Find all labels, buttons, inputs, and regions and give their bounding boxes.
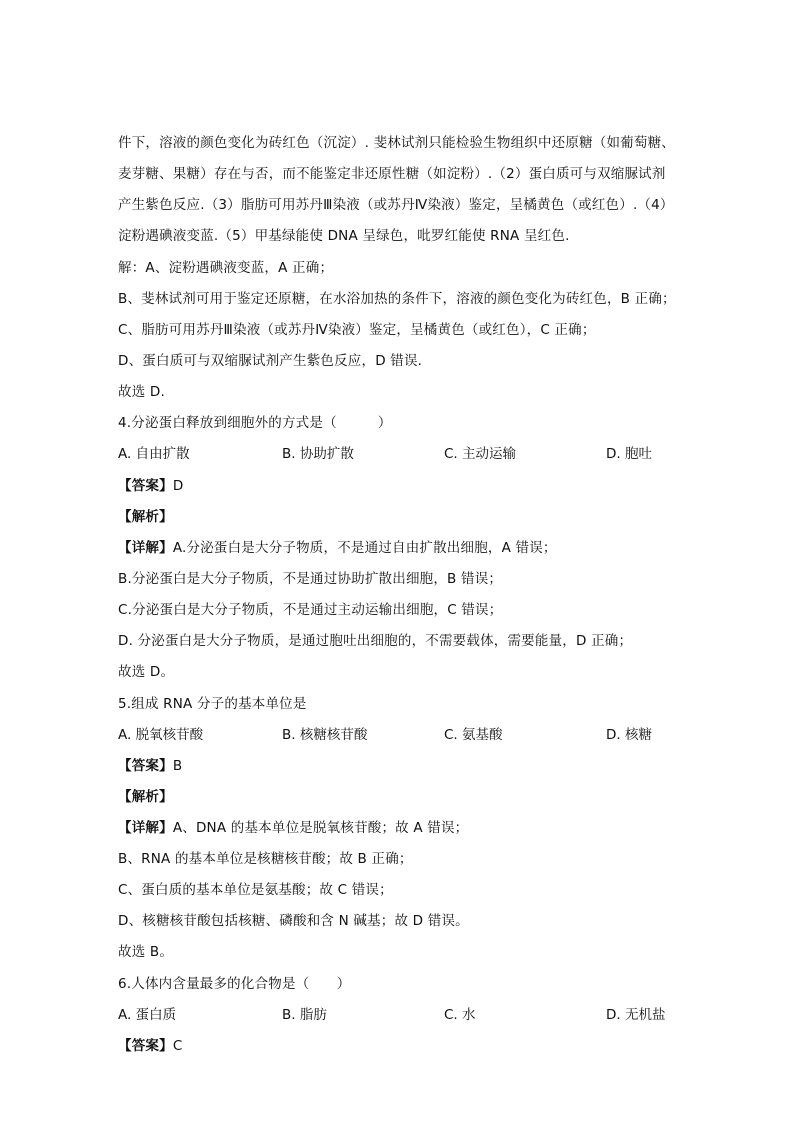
- q5-answer: [118, 756, 182, 776]
- q5-detail-line: 故选 B。: [118, 944, 174, 960]
- q5-option-b: B. 核糖核苷酸: [282, 727, 368, 743]
- q4-option-c: C. 主动运输: [444, 446, 517, 462]
- q4-detail-line: C.分泌蛋白是大分子物质，不是通过主动运输出细胞，C 错误；: [118, 602, 503, 618]
- q5-option-c: C. 氨基酸: [444, 727, 503, 743]
- q4-detail-line: [118, 538, 557, 558]
- q5-detail-line: C、蛋白质的基本单位是氨基酸；故 C 错误；: [118, 882, 393, 898]
- intro-line: 产生紫色反应.（3）脂肪可用苏丹Ⅲ染液（或苏丹Ⅳ染液）鉴定，呈橘黄色（或红色）.（4）: [118, 197, 674, 213]
- q4-option-d: D. 胞吐: [606, 446, 652, 462]
- answer-tag: 【答案】: [118, 1038, 173, 1054]
- q4-detail-line: 故选 D。: [118, 664, 175, 680]
- solution-line: 解：A、淀粉遇碘液变蓝，A 正确；: [118, 260, 334, 276]
- q4-answer: [118, 476, 183, 496]
- q4-analysis-tag: 【解析】: [118, 509, 173, 525]
- q4-detail-line: B.分泌蛋白是大分子物质，不是通过协助扩散出细胞，B 错误；: [118, 571, 503, 587]
- q6-option-a: A. 蛋白质: [118, 1007, 177, 1023]
- intro-line: 麦芽糖、果糖）存在与否，而不能鉴定非还原性糖（如淀粉）.（2）蛋白质可与双缩脲试剂: [118, 166, 666, 182]
- question-5-stem: 5.组成 RNA 分子的基本单位是: [118, 696, 307, 712]
- question-4-stem: 4.分泌蛋白释放到细胞外的方式是（ ）: [118, 415, 392, 431]
- q5-detail-line: D、核糖核苷酸包括核糖、磷酸和含 N 碱基；故 D 错误。: [118, 913, 469, 929]
- detail-text: A.分泌蛋白是大分子物质，不是通过自由扩散出细胞，A 错误；: [172, 540, 557, 556]
- intro-line: 淀粉遇碘液变蓝.（5）甲基绿能使 DNA 呈绿色，吡罗红能使 RNA 呈红色.: [118, 228, 570, 244]
- q5-analysis-tag: 【解析】: [118, 789, 173, 805]
- solution-line: C、脂肪可用苏丹Ⅲ染液（或苏丹Ⅳ染液）鉴定，呈橘黄色（或红色），C 正确；: [118, 322, 596, 338]
- q5-detail-line: B、RNA 的基本单位是核糖核苷酸；故 B 正确；: [118, 851, 413, 867]
- q6-option-d: D. 无机盐: [606, 1007, 666, 1023]
- q4-option-a: A. 自由扩散: [118, 446, 190, 462]
- answer-tag: 【答案】: [118, 758, 173, 774]
- q5-option-d: D. 核糖: [606, 727, 652, 743]
- q5-option-a: A. 脱氧核苷酸: [118, 727, 204, 743]
- solution-line: B、斐林试剂可用于鉴定还原糖，在水浴加热的条件下，溶液的颜色变化为砖红色，B 正确；: [118, 291, 676, 307]
- q5-detail-line: [118, 818, 468, 838]
- detail-text: A、DNA 的基本单位是脱氧核苷酸；故 A 错误；: [172, 820, 469, 836]
- q4-option-b: B. 协助扩散: [282, 446, 354, 462]
- answer-value: D: [172, 478, 184, 494]
- solution-line: 故选 D.: [118, 384, 165, 400]
- solution-line: D、蛋白质可与双缩脲试剂产生紫色反应，D 错误.: [118, 353, 423, 369]
- detail-tag: 【详解】: [118, 820, 173, 836]
- detail-tag: 【详解】: [118, 540, 173, 556]
- answer-value: B: [172, 758, 183, 774]
- q4-detail-line: D. 分泌蛋白是大分子物质，是通过胞吐出细胞的，不需要载体，需要能量，D 正确；: [118, 633, 633, 649]
- answer-tag: 【答案】: [118, 478, 173, 494]
- q6-answer: [118, 1036, 182, 1056]
- q6-option-b: B. 脂肪: [282, 1007, 327, 1023]
- question-6-stem: 6.人体内含量最多的化合物是（ ）: [118, 976, 351, 992]
- intro-line: 件下，溶液的颜色变化为砖红色（沉淀）. 斐林试剂只能检验生物组织中还原糖（如葡萄糖、: [118, 135, 675, 151]
- answer-value: C: [172, 1038, 183, 1054]
- q6-option-c: C. 水: [444, 1007, 476, 1023]
